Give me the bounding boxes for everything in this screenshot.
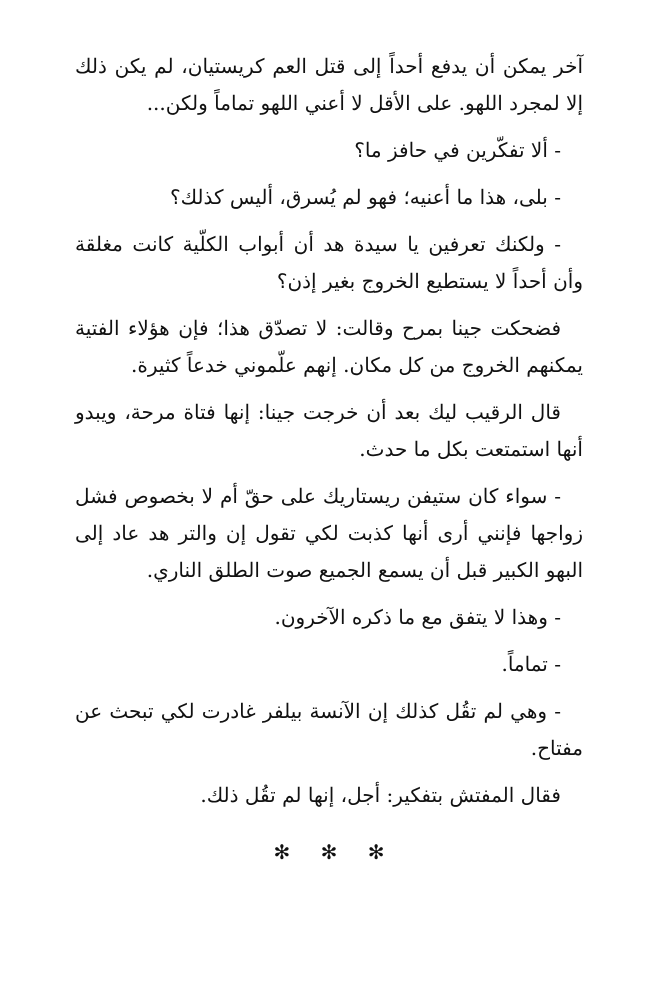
separator-star: ✻ — [367, 840, 385, 864]
paragraph-10: - وهي لم تقُل كذلك إن الآنسة بيلفر غادرت لكي تبحث عن مفتاح. — [75, 699, 583, 760]
paragraph-9: - تماماً. — [501, 652, 561, 676]
paragraph-3: - بلى، هذا ما أعنيه؛ فهو لم يُسرق، أليس كذلك؟ — [169, 185, 561, 209]
paragraph-2: - ألا تفكّرين في حافز ما؟ — [354, 138, 561, 162]
section-separator — [75, 834, 583, 871]
book-page — [75, 48, 583, 871]
paragraph-1: آخر يمكن أن يدفع أحداً إلى قتل العم كريستيان، لم يكن ذلك إلا لمجرد اللهو. على الأقل لا أعني اللهو تماماً ولكن... — [75, 54, 583, 115]
paragraph-11: فقال المفتش بتفكير: أجل، إنها لم تقُل ذلك. — [200, 783, 561, 807]
separator-star: ✻ — [273, 840, 291, 864]
paragraph-4: - ولكنك تعرفين يا سيدة هد أن أبواب الكلّية كانت مغلقة وأن أحداً لا يستطيع الخروج بغير إذن؟ — [75, 232, 583, 293]
paragraph-6: قال الرقيب ليك بعد أن خرجت جينا: إنها فتاة مرحة، ويبدو أنها استمتعت بكل ما حدث. — [75, 400, 583, 461]
paragraph-5: فضحكت جينا بمرح وقالت: لا تصدّق هذا؛ فإن هؤلاء الفتية يمكنهم الخروج من كل مكان. إنهم علّموني خدعاً كثيرة. — [75, 316, 583, 377]
paragraph-7: - سواء كان ستيفن ريستاريك على حقّ أم لا بخصوص فشل زواجها فإنني أرى أنها كذبت لكي تقول إن والتر هد عاد إلى البهو الكبير قبل أن يسمع الجميع صوت الطلق الناري. — [75, 484, 583, 582]
separator-star: ✻ — [320, 840, 338, 864]
paragraph-8: - وهذا لا يتفق مع ما ذكره الآخرون. — [274, 605, 561, 629]
